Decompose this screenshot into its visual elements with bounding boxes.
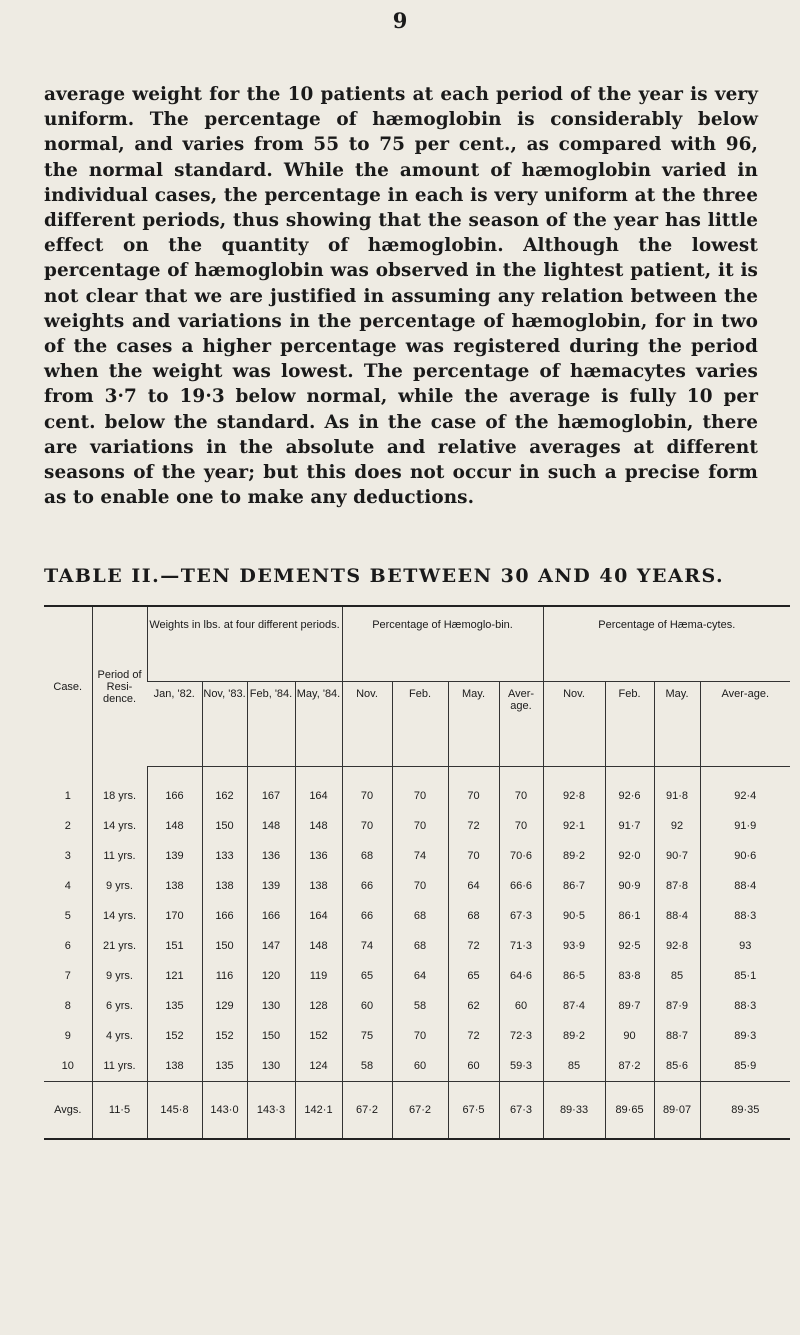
table-cell: 66 — [342, 901, 392, 931]
table-cell: 90·7 — [654, 841, 700, 871]
table-row — [44, 931, 790, 961]
table-cell: 74 — [342, 931, 392, 961]
table-cell: 116 — [202, 961, 247, 991]
table-cell: 72·3 — [499, 1021, 543, 1051]
table-cell: 9 yrs. — [92, 961, 147, 991]
table-cell: 67·3 — [499, 901, 543, 931]
table-cell: 151 — [147, 931, 202, 961]
data-table — [44, 605, 790, 1140]
subheader-haemoglobin: Aver-age. — [499, 682, 543, 767]
table-cell: 93 — [700, 931, 790, 961]
table-cell: 7 — [64, 970, 71, 982]
table-cell: 92·0 — [605, 841, 654, 871]
table-cell: 91·7 — [605, 811, 654, 841]
table-cell: 68 — [342, 841, 392, 871]
table-cell: 70 — [448, 767, 499, 812]
table-cell: 91·8 — [654, 767, 700, 812]
table-cell: 90 — [605, 1021, 654, 1051]
table-cell: 70 — [392, 1021, 448, 1051]
table-cell: 85·6 — [654, 1051, 700, 1082]
header-weights-group: Weights in lbs. at four different periods. — [147, 606, 342, 682]
table-cell: 119 — [295, 961, 342, 991]
subheader-weight: May, '84. — [295, 682, 342, 767]
table-cell: 70 — [342, 811, 392, 841]
table-cell: 91·9 — [700, 811, 790, 841]
table-cell: 85·9 — [700, 1051, 790, 1082]
table-cell: 72 — [448, 1021, 499, 1051]
table-cell: 120 — [247, 961, 295, 991]
averages-row — [44, 1082, 790, 1140]
table-cell: 150 — [247, 1021, 295, 1051]
average-cell: 143·0 — [202, 1082, 247, 1140]
table-row — [44, 901, 790, 931]
average-cell: 142·1 — [295, 1082, 342, 1140]
table-cell: 72 — [448, 931, 499, 961]
table-row — [44, 961, 790, 991]
table-cell: 152 — [147, 1021, 202, 1051]
table-cell: 65 — [342, 961, 392, 991]
table-cell: 68 — [448, 901, 499, 931]
subheader-weight: Feb, '84. — [247, 682, 295, 767]
table-row — [44, 871, 790, 901]
table-cell: 83·8 — [605, 961, 654, 991]
table-cell: 92·4 — [700, 767, 790, 812]
table-cell: 86·1 — [605, 901, 654, 931]
table-cell: 150 — [202, 931, 247, 961]
table-cell: 166 — [247, 901, 295, 931]
table-row — [44, 841, 790, 871]
average-cell: 89·33 — [543, 1082, 605, 1140]
table-cell: 70 — [499, 811, 543, 841]
table-cell: 148 — [147, 811, 202, 841]
table-cell: 1 — [64, 789, 71, 802]
average-cell: 67·2 — [392, 1082, 448, 1140]
table-cell: 68 — [392, 931, 448, 961]
table-cell: 164 — [295, 901, 342, 931]
table-cell: 92·6 — [605, 767, 654, 812]
table-cell: 64 — [448, 871, 499, 901]
table-cell: 88·4 — [700, 871, 790, 901]
table-cell: 59·3 — [499, 1051, 543, 1082]
table-cell: 62 — [448, 991, 499, 1021]
table-cell: 138 — [147, 1051, 202, 1082]
table-cell: 147 — [247, 931, 295, 961]
table-cell: 66·6 — [499, 871, 543, 901]
table-cell: 138 — [147, 871, 202, 901]
table-cell: 130 — [247, 1051, 295, 1082]
table-cell: 136 — [295, 841, 342, 871]
table-cell: 87·2 — [605, 1051, 654, 1082]
table-cell: 14 yrs. — [92, 811, 147, 841]
table-cell: 60 — [392, 1051, 448, 1082]
subheader-haemoglobin: Feb. — [392, 682, 448, 767]
table-cell: 129 — [202, 991, 247, 1021]
table-cell: 74 — [392, 841, 448, 871]
table-cell: 170 — [147, 901, 202, 931]
table-cell: 135 — [147, 991, 202, 1021]
average-cell: 143·3 — [247, 1082, 295, 1140]
table-cell: 21 yrs. — [92, 931, 147, 961]
table-row — [44, 811, 790, 841]
table-cell: 148 — [247, 811, 295, 841]
table-cell: 85 — [654, 961, 700, 991]
table-cell: 128 — [295, 991, 342, 1021]
table-cell: 92 — [654, 811, 700, 841]
table-cell: 70 — [392, 871, 448, 901]
average-cell: 67·5 — [448, 1082, 499, 1140]
table-cell: 167 — [247, 767, 295, 812]
average-cell: 11·5 — [92, 1082, 147, 1140]
subheader-haemacytes: Feb. — [605, 682, 654, 767]
table-cell: 4 — [64, 880, 71, 892]
table-cell: 88·3 — [700, 901, 790, 931]
table-cell: 139 — [147, 841, 202, 871]
table-cell: 121 — [147, 961, 202, 991]
table-row — [44, 1051, 790, 1082]
average-cell: 89·65 — [605, 1082, 654, 1140]
table-cell: 70 — [392, 767, 448, 812]
table-cell: 6 — [64, 940, 71, 952]
table-cell: 3 — [64, 850, 71, 862]
table-cell: 85·1 — [700, 961, 790, 991]
table-cell: 60 — [499, 991, 543, 1021]
table-cell: 87·4 — [543, 991, 605, 1021]
table-cell: 9 — [64, 1030, 71, 1042]
table-cell: 90·5 — [543, 901, 605, 931]
table-cell: 130 — [247, 991, 295, 1021]
table-cell: 6 yrs. — [92, 991, 147, 1021]
table-cell: 58 — [392, 991, 448, 1021]
table-cell: 75 — [342, 1021, 392, 1051]
table-cell: 70 — [499, 767, 543, 812]
table-cell: 9 yrs. — [92, 871, 147, 901]
subheader-haemoglobin: Nov. — [342, 682, 392, 767]
table-cell: 68 — [392, 901, 448, 931]
average-cell: 145·8 — [147, 1082, 202, 1140]
table-cell: 138 — [202, 871, 247, 901]
table-cell: 11 yrs. — [92, 1051, 147, 1082]
table-cell: 2 — [64, 820, 71, 832]
table-cell: 133 — [202, 841, 247, 871]
table-cell: 71·3 — [499, 931, 543, 961]
table-cell: 18 yrs. — [92, 767, 147, 812]
table-cell: 124 — [295, 1051, 342, 1082]
table-cell: 148 — [295, 931, 342, 961]
table-cell: 8 — [64, 1000, 71, 1012]
table-cell: 64·6 — [499, 961, 543, 991]
table-cell: 88·3 — [700, 991, 790, 1021]
table-cell: 88·7 — [654, 1021, 700, 1051]
table-cell: 86·5 — [543, 961, 605, 991]
table-cell: 65 — [448, 961, 499, 991]
header-haemoglobin-group: Percentage of Hæmoglo-bin. — [342, 606, 543, 682]
subheader-row — [44, 682, 790, 767]
table-cell: 66 — [342, 871, 392, 901]
table-cell: 64 — [392, 961, 448, 991]
table-cell: 152 — [202, 1021, 247, 1051]
table-cell: 85 — [543, 1051, 605, 1082]
table-row — [44, 991, 790, 1021]
table-cell: 166 — [147, 767, 202, 812]
table-cell: 70 — [342, 767, 392, 812]
table-cell: 164 — [295, 767, 342, 812]
table-cell: 148 — [295, 811, 342, 841]
table-cell: 4 yrs. — [92, 1021, 147, 1051]
table-cell: 135 — [202, 1051, 247, 1082]
table-title: TABLE II.—TEN DEMENTS BETWEEN 30 AND 40 YEARS. — [44, 565, 725, 587]
table-cell: 5 — [64, 910, 71, 922]
table-body — [44, 767, 790, 1140]
table-cell: 90·6 — [700, 841, 790, 871]
table-cell: 136 — [247, 841, 295, 871]
table-cell: 58 — [342, 1051, 392, 1082]
table-cell: 93·9 — [543, 931, 605, 961]
table-cell: 11 yrs. — [92, 841, 147, 871]
table-cell: 152 — [295, 1021, 342, 1051]
table-cell: 162 — [202, 767, 247, 812]
table-cell: 87·9 — [654, 991, 700, 1021]
table-cell: 70 — [392, 811, 448, 841]
subheader-haemacytes: Aver-age. — [700, 682, 790, 767]
table-cell: 89·7 — [605, 991, 654, 1021]
table-cell: 166 — [202, 901, 247, 931]
header-period: Period of Resi-dence. — [92, 606, 147, 767]
average-cell: 67·2 — [342, 1082, 392, 1140]
subheader-haemacytes: Nov. — [543, 682, 605, 767]
average-cell: 89·07 — [654, 1082, 700, 1140]
average-cell: Avgs. — [44, 1082, 92, 1140]
table-cell: 89·2 — [543, 841, 605, 871]
table-cell: 89·2 — [543, 1021, 605, 1051]
table-cell: 89·3 — [700, 1021, 790, 1051]
table-cell: 138 — [295, 871, 342, 901]
table-row — [44, 767, 790, 812]
table-cell: 60 — [342, 991, 392, 1021]
page-number: 9 — [392, 8, 408, 33]
header-haemacytes-group: Percentage of Hæma-cytes. — [543, 606, 790, 682]
subheader-weight: Nov, '83. — [202, 682, 247, 767]
table-cell: 150 — [202, 811, 247, 841]
body-paragraph: average weight for the 10 patients at each period of the year is very uniform. The percentage of hæmoglobin is considerably below normal, and varies from 55 to 75 per cent., as compared with 96, the normal standard. While the amount of hæmoglobin varied in individual cases, the percentage in each is very uniform at the three different periods, thus showing that the season of the year has little effect on the quantity of hæmoglobin. Although the lowest percentage of hæmoglobin was observed in the lightest patient, it is not clear that we are justified in assuming any relation between the weights and variations in the percentage of hæmoglobin, for in two of the cases a higher percentage was registered during the period when the weight was lowest. The percentage of hæmacytes varies from 3·7 to 19·3 below normal, while the average is fully 10 per cent. below the standard. As in the case of the hæmoglobin, there are variations in the absolute and relative averages at different seasons of the year; but this does not occur in such a precise form as to enable one to make any deductions. — [44, 84, 758, 509]
subheader-haemoglobin: May. — [448, 682, 499, 767]
subheader-haemacytes: May. — [654, 682, 700, 767]
table-cell: 90·9 — [605, 871, 654, 901]
header-case: Case. — [53, 680, 83, 693]
subheader-weight: Jan, '82. — [147, 682, 202, 767]
table-cell: 10 — [61, 1060, 74, 1072]
table-cell: 70 — [448, 841, 499, 871]
table-cell: 60 — [448, 1051, 499, 1082]
table-cell: 92·8 — [543, 767, 605, 812]
table-cell: 70·6 — [499, 841, 543, 871]
average-cell: 89·35 — [700, 1082, 790, 1140]
table-cell: 86·7 — [543, 871, 605, 901]
table-cell: 88·4 — [654, 901, 700, 931]
table-cell: 72 — [448, 811, 499, 841]
table-cell: 92·8 — [654, 931, 700, 961]
table-row — [44, 1021, 790, 1051]
table-cell: 139 — [247, 871, 295, 901]
table-cell: 92·5 — [605, 931, 654, 961]
table-cell: 87·8 — [654, 871, 700, 901]
table-cell: 14 yrs. — [92, 901, 147, 931]
average-cell: 67·3 — [499, 1082, 543, 1140]
table-cell: 92·1 — [543, 811, 605, 841]
